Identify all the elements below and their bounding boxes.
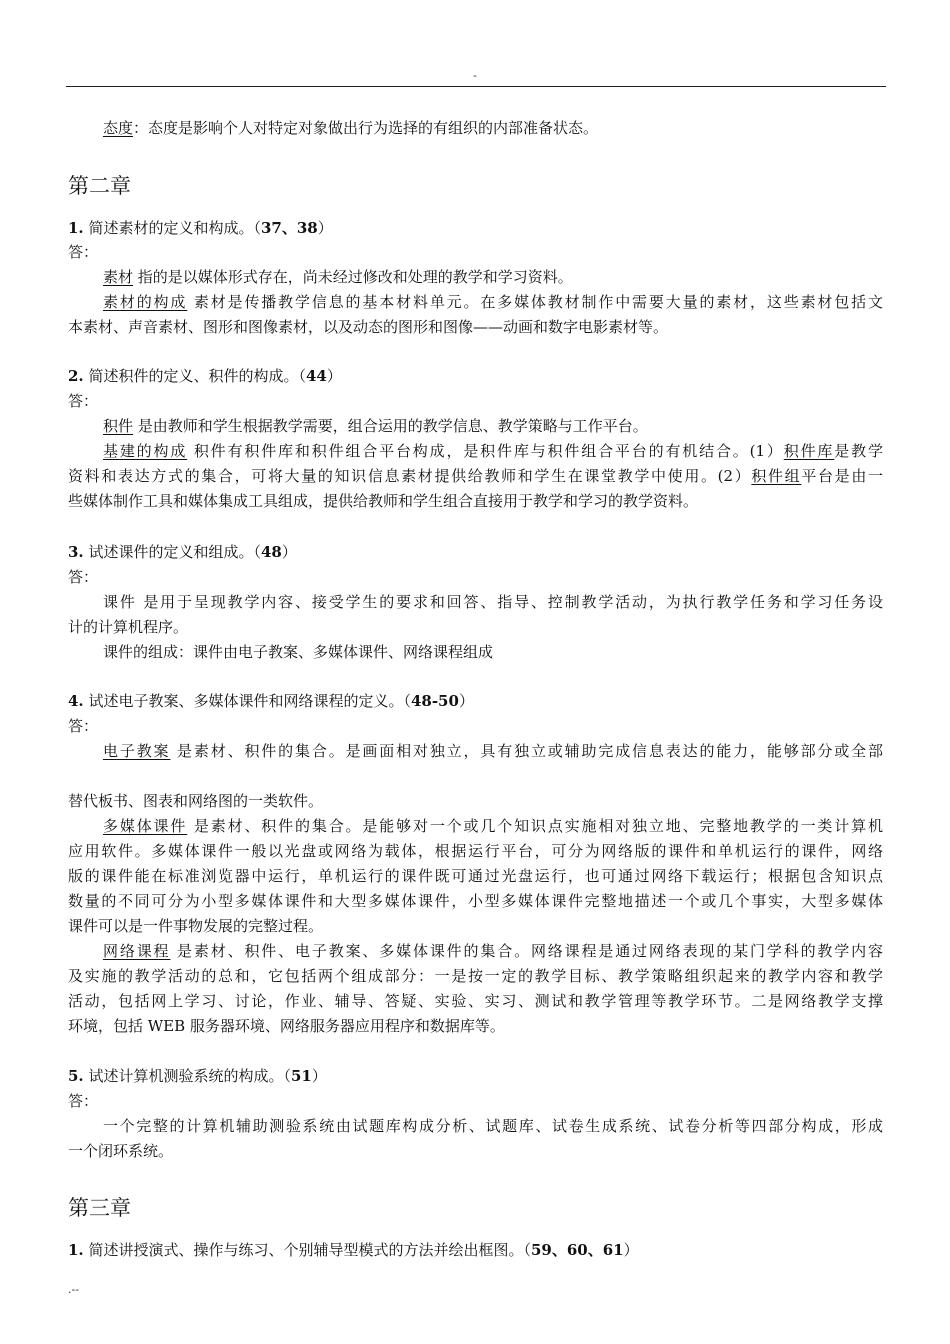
term-jijianzu: 积件组 (751, 467, 802, 485)
answer-line (103, 290, 883, 314)
answer-line (103, 265, 883, 289)
question-text: 试述电子教案、多媒体课件和网络课程的定义。（ (83, 692, 411, 710)
answer-line: 替代板书、图表和网络图的一类软件。 (68, 792, 324, 810)
footer-mark: .-- (68, 1283, 79, 1296)
question-text: 简述讲授演式、操作与练习、个别辅导型模式的方法并绘出框图。（ (83, 1241, 531, 1259)
question-number: 3. (68, 543, 84, 561)
answer-line: 活动，包括网上学习、讨论，作业、辅导、答疑、实验、实习、测试和教学管理等教学环节。二是网络教学支撑 (68, 992, 883, 1010)
answer-line: 数量的不同可分为小型多媒体课件和大型多媒体课件，小型多媒体课件完整地描述一个或几个事实，大型多媒体 (68, 892, 883, 910)
answer-text: 平台是由一 (801, 467, 883, 485)
term-jijian: 积件 (103, 417, 134, 435)
answer-line (103, 814, 883, 838)
term-wangluo-kecheng: 网络课程 (103, 942, 171, 960)
answer-line: 及实施的教学活动的总和，它包括两个组成部分：一是按一定的教学目标、教学策略组织起来的教学内容和教学 (68, 967, 883, 985)
answer-label: 答： (68, 568, 99, 586)
question-number: 2. (68, 367, 84, 385)
header-mark: - (473, 69, 477, 82)
answer-text: 指的是以媒体形式存在，尚未经过修改和处理的教学和学习资料。 (133, 268, 573, 286)
term-attitude: 态度 (103, 119, 134, 137)
question-2-3 (68, 540, 883, 564)
page-ref: 48 (260, 543, 282, 561)
question-text: 简述素材的定义和构成。（ (83, 219, 261, 237)
answer-line: 环境，包括 WEB 服务器环境、网络服务器应用程序和数据库等。 (68, 1017, 505, 1035)
answer-text: 是教学 (834, 442, 883, 460)
answer-line (103, 739, 883, 763)
intro-text: ：态度是影响个人对特定对象做出行为选择的有组织的内部准备状态。 (133, 119, 599, 137)
page-ref: 37、38 (260, 219, 318, 237)
question-close: ） (317, 219, 333, 237)
answer-line: 课件可以是一件事物发展的完整过程。 (68, 917, 324, 935)
answer-line (103, 414, 883, 438)
question-text: 简述积件的定义、积件的构成。（ (83, 367, 306, 385)
header-rule (66, 86, 886, 87)
term-jijianku: 积件库 (783, 442, 835, 460)
question-close: ） (458, 692, 474, 710)
question-close: ） (281, 543, 297, 561)
question-number: 4. (68, 692, 84, 710)
question-close: ） (311, 1067, 327, 1085)
chapter-2-heading: 第二章 (68, 174, 131, 198)
term-sucai-goucheng: 素材的构成 (103, 293, 188, 311)
term-duomeiti-kejian: 多媒体课件 (103, 817, 188, 835)
answer-line: 一个闭环系统。 (68, 1142, 174, 1160)
answer-label: 答： (68, 243, 99, 261)
answer-line (103, 439, 883, 463)
answer-line: 些媒体制作工具和媒体集成工具组成，提供给教师和学生组合直接用于教学和学习的教学资料。 (68, 492, 699, 510)
question-number: 1. (68, 219, 84, 237)
question-text: 试述计算机测验系统的构成。（ (83, 1067, 291, 1085)
term-jijian-goucheng: 基建的构成 (103, 442, 188, 460)
page-ref: 51 (290, 1067, 312, 1085)
answer-line (68, 464, 883, 488)
chapter-3-heading: 第三章 (68, 1196, 131, 1220)
answer-text: 是由教师和学生根据教学需要，组合运用的教学信息、教学策略与工作平台。 (133, 417, 648, 435)
answer-text: 素材是传播教学信息的基本材料单元。在多媒体教材制作中需要大量的素材，这些素材包括文 (187, 293, 883, 311)
answer-line: 一个完整的计算机辅助测验系统由试题库构成分析、试题库、试卷生成系统、试卷分析等四部分构成，形成 (103, 1117, 883, 1135)
answer-text: 资料和表达方式的集合，可将大量的知识信息素材提供给教师和学生在课堂教学中使用。(2） (68, 467, 752, 485)
page-ref: 44 (305, 367, 327, 385)
answer-text: 是素材、积件的集合。是画面相对独立，具有独立或辅助完成信息表达的能力，能够部分或全部 (170, 742, 883, 760)
answer-text: 积件有积件库和积件组合平台构成，是积件库与积件组合平台的有机结合。(1） (187, 442, 784, 460)
page-ref: 59、60、61 (530, 1241, 624, 1259)
question-number: 5. (68, 1067, 84, 1085)
question-close: ） (326, 367, 342, 385)
intro-paragraph (103, 116, 883, 140)
answer-line: 计的计算机程序。 (68, 618, 189, 636)
answer-line: 应用软件。多媒体课件一般以光盘或网络为载体，根据运行平台，可分为网络版的课件和单机运行的课件，网络 (68, 842, 883, 860)
term-sucai: 素材 (103, 268, 134, 286)
question-text: 试述课件的定义和组成。（ (83, 543, 261, 561)
answer-line: 课件的组成：课件由电子教案、多媒体课件、网络课程组成 (103, 643, 494, 661)
question-number: 1. (68, 1241, 84, 1259)
answer-text: 是素材、积件的集合。是能够对一个或几个知识点实施相对独立地、完整地教学的一类计算机 (187, 817, 883, 835)
answer-line (103, 939, 883, 963)
question-close: ） (623, 1241, 639, 1259)
answer-line: 本素材、声音素材、图形和图像素材，以及动态的图形和图像——动画和数字电影素材等。 (68, 318, 669, 336)
question-2-1 (68, 216, 883, 240)
answer-label: 答： (68, 717, 99, 735)
question-2-4 (68, 689, 883, 713)
question-2-5 (68, 1064, 883, 1088)
term-dianzi-jiaoan: 电子教案 (103, 742, 171, 760)
question-3-1 (68, 1238, 883, 1262)
answer-line: 课件 是用于呈现教学内容、接受学生的要求和回答、指导、控制教学活动，为执行教学任务和学习任务设 (103, 593, 883, 611)
answer-line: 版的课件能在标准浏览器中运行，单机运行的课件既可通过光盘运行，也可通过网络下载运行；根据包含知识点 (68, 867, 883, 885)
question-2-2 (68, 364, 883, 388)
page-ref: 48-50 (410, 692, 459, 710)
answer-label: 答： (68, 1092, 99, 1110)
answer-text: 是素材、积件、电子教案、多媒体课件的集合。网络课程是通过网络表现的某门学科的教学内容 (170, 942, 883, 960)
answer-label: 答： (68, 392, 99, 410)
